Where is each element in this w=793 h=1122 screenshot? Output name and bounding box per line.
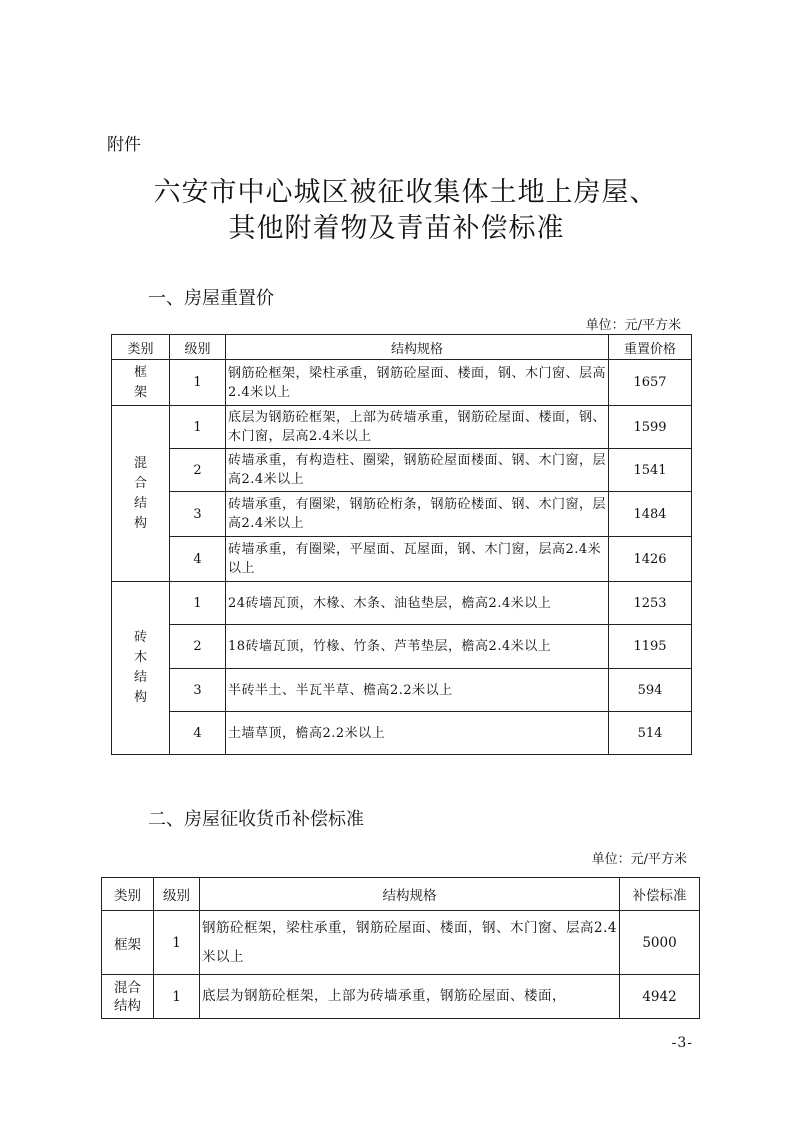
section-2-heading: 二、房屋征收货币补偿标准 xyxy=(148,809,364,830)
spec-cell: 钢筋砼框架，梁柱承重，钢筋砼屋面、楼面，钢、木门窗、层高2.4米以上 xyxy=(226,360,609,406)
column-header-level: 级别 xyxy=(170,335,226,360)
spec-cell: 18砖墙瓦顶，竹椽、竹条、芦苇垫层，檐高2.4米以上 xyxy=(226,625,609,669)
category-cell xyxy=(112,360,170,406)
category-label: 混 合 结 构 xyxy=(133,455,147,531)
table-row xyxy=(112,712,692,755)
table-row xyxy=(102,911,700,975)
spec-cell: 半砖半土、半瓦半草、檐高2.2米以上 xyxy=(226,669,609,712)
page-number: -3- xyxy=(671,1035,693,1051)
replacement-price-table xyxy=(111,334,692,755)
price-cell: 1599 xyxy=(609,406,692,449)
section-1-heading: 一、房屋重置价 xyxy=(148,288,274,309)
price-cell: 514 xyxy=(609,712,692,755)
column-header-level: 级别 xyxy=(154,878,200,911)
category-cell: 框架 xyxy=(102,911,154,975)
level-cell: 3 xyxy=(170,492,226,537)
spec-cell: 砖墙承重，有圈梁，钢筋砼桁条，钢筋砼楼面、钢、木门窗，层高2.4米以上 xyxy=(226,492,609,537)
level-cell: 1 xyxy=(170,582,226,625)
table-row xyxy=(112,625,692,669)
category-label: 框 架 xyxy=(133,364,147,400)
document-title-line-1: 六安市中心城区被征收集体土地上房屋、 xyxy=(153,177,658,208)
level-cell: 2 xyxy=(170,625,226,669)
column-header-price: 重置价格 xyxy=(609,335,692,360)
column-header-compensation: 补偿标准 xyxy=(620,878,700,911)
category-cell xyxy=(102,975,154,1019)
level-cell: 4 xyxy=(170,537,226,582)
level-cell: 2 xyxy=(170,449,226,492)
category-label: 混合 结构 xyxy=(114,979,141,1014)
price-cell: 1657 xyxy=(609,360,692,406)
column-header-spec: 结构规格 xyxy=(226,335,609,360)
spec-cell: 底层为钢筋砼框架，上部为砖墙承重，钢筋砼屋面、楼面， xyxy=(200,975,620,1019)
category-label: 砖 木 结 构 xyxy=(133,630,147,705)
document-title-line-2: 其他附着物及青苗补偿标准 xyxy=(228,213,565,244)
price-cell: 4942 xyxy=(620,975,700,1019)
spec-cell: 砖墙承重，有构造柱、圈梁，钢筋砼屋面楼面、钢、木门窗，层高2.4米以上 xyxy=(226,449,609,492)
spec-cell: 土墙草顶，檐高2.2米以上 xyxy=(226,712,609,755)
price-cell: 1541 xyxy=(609,449,692,492)
price-cell: 1484 xyxy=(609,492,692,537)
price-cell: 1195 xyxy=(609,625,692,669)
level-cell: 1 xyxy=(154,911,200,975)
spec-cell: 砖墙承重，有圈梁，平屋面、瓦屋面，钢、木门窗，层高2.4米以上 xyxy=(226,537,609,582)
spec-cell: 24砖墙瓦顶，木椽、木条、油毡垫层，檐高2.4米以上 xyxy=(226,582,609,625)
level-cell: 3 xyxy=(170,669,226,712)
section-1-unit: 单位：元/平方米 xyxy=(585,318,681,333)
table-row xyxy=(112,537,692,582)
category-cell xyxy=(112,406,170,582)
price-cell: 1253 xyxy=(609,582,692,625)
column-header-spec: 结构规格 xyxy=(200,878,620,911)
table-row xyxy=(112,492,692,537)
column-header-category: 类别 xyxy=(102,878,154,911)
table-row xyxy=(112,406,692,449)
spec-cell: 底层为钢筋砼框架，上部为砖墙承重，钢筋砼屋面、楼面，钢、木门窗，层高2.4米以上 xyxy=(226,406,609,449)
level-cell: 4 xyxy=(170,712,226,755)
price-cell: 594 xyxy=(609,669,692,712)
table-row xyxy=(112,669,692,712)
monetary-compensation-table xyxy=(101,877,700,1019)
table-header-row xyxy=(102,878,700,911)
table-row xyxy=(112,449,692,492)
price-cell: 1426 xyxy=(609,537,692,582)
spec-cell: 钢筋砼框架，梁柱承重，钢筋砼屋面、楼面，钢、木门窗、层高2.4米以上 xyxy=(200,911,620,975)
column-header-category: 类别 xyxy=(112,335,170,360)
category-cell xyxy=(112,582,170,755)
table-row xyxy=(112,582,692,625)
price-cell: 5000 xyxy=(620,911,700,975)
level-cell: 1 xyxy=(170,406,226,449)
section-2-unit: 单位：元/平方米 xyxy=(591,852,687,867)
level-cell: 1 xyxy=(170,360,226,406)
level-cell: 1 xyxy=(154,975,200,1019)
attachment-label: 附件 xyxy=(107,135,141,155)
table-header-row xyxy=(112,335,692,360)
table-row xyxy=(112,360,692,406)
table-row xyxy=(102,975,700,1019)
